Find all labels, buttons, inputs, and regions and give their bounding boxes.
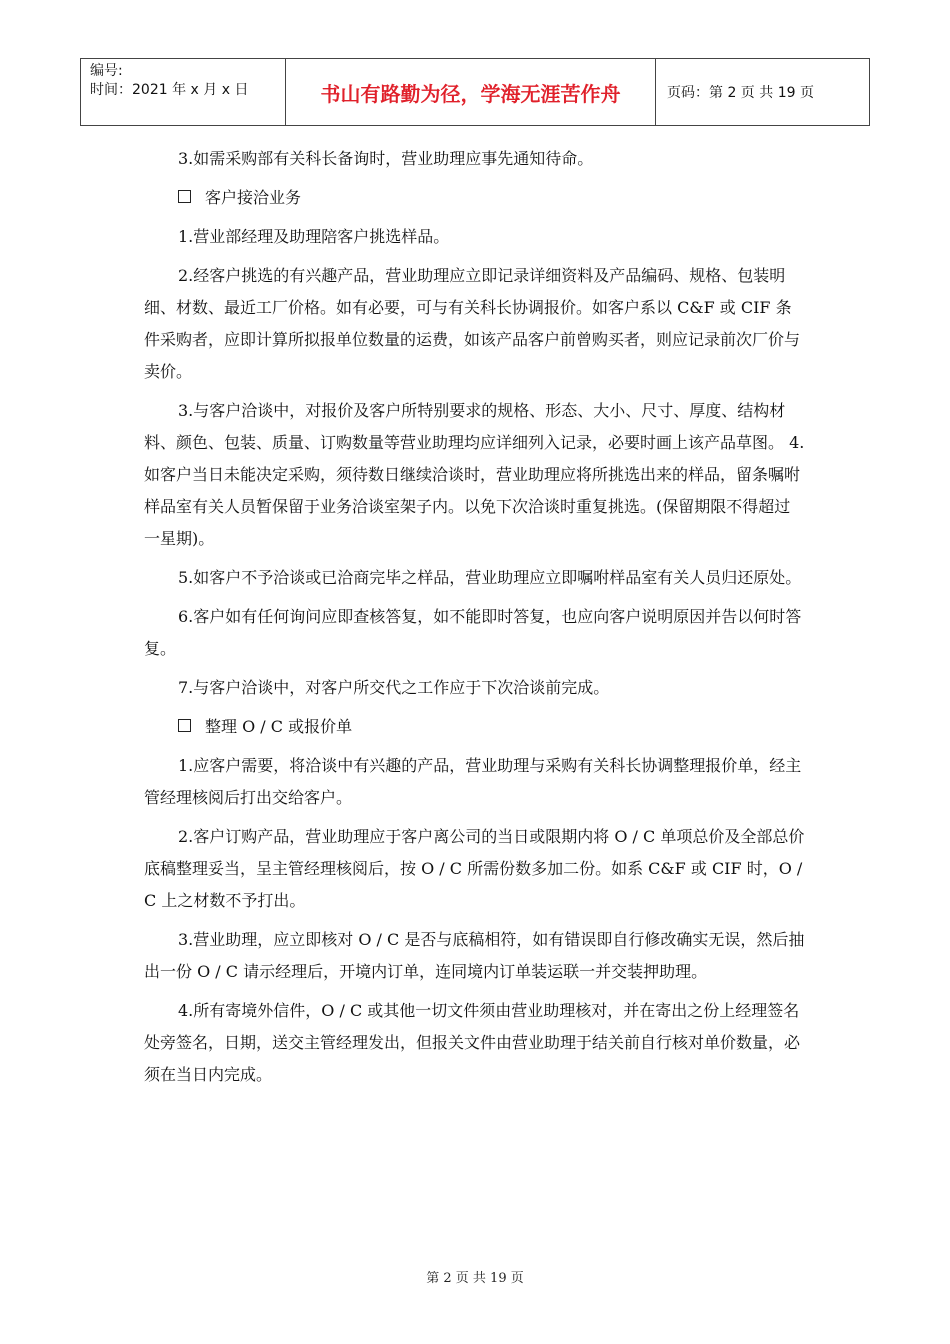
document-body xyxy=(144,143,806,1098)
paragraph: 3.营业助理，应立即核对 O / C 是否与底稿相符，如有错误即自行修改确实无误，然后抽出一份 O / C 请示经理后，开境内订单，连同境内订单装运联一并交装押助理。 xyxy=(144,930,805,981)
document-number-label: 编号: xyxy=(90,63,123,79)
paragraph: 2.客户订购产品，营业助理应于客户离公司的当日或限期内将 O / C 单项总价及全部总价底稿整理妥当，呈主管经理核阅后，按 O / C 所需份数多加二份。如系 C&F 或 CIF 时，O / C 上之材数不予打出。 xyxy=(144,827,805,910)
checkbox-square-icon xyxy=(178,719,191,732)
paragraph: 7.与客户洽谈中，对客户所交代之工作应于下次洽谈前完成。 xyxy=(178,678,610,697)
paragraph: 4.所有寄境外信件，O / C 或其他一切文件须由营业助理核对，并在寄出之份上经理签名处旁签名，日期，送交主管经理发出，但报关文件由营业助理于结关前自行核对单价数量，必须在当日内完成。 xyxy=(144,1001,801,1084)
checkbox-square-icon xyxy=(178,190,191,203)
header-motto: 书山有路勤为径，学海无涯苦作舟 xyxy=(286,59,656,125)
section-title: 客户接洽业务 xyxy=(205,188,302,207)
page-footer: 第 2 页 共 19 页 xyxy=(426,1271,524,1286)
section-heading xyxy=(144,711,806,743)
paragraph: 1.应客户需要，将洽谈中有兴趣的产品，营业助理与采购有关科长协调整理报价单，经主管经理核阅后打出交给客户。 xyxy=(144,756,802,807)
paragraph: 6.客户如有任何询问应即查核答复，如不能即时答复，也应向客户说明原因并告以何时答复。 xyxy=(144,607,802,658)
paragraph: 5.如客户不予洽谈或已洽商完毕之样品，营业助理应立即嘱咐样品室有关人员归还原处。 xyxy=(178,568,802,587)
header-meta xyxy=(81,59,286,125)
document-date: 时间：2021 年 x 月 x 日 xyxy=(90,82,249,98)
document-header xyxy=(80,58,870,126)
paragraph: 3.与客户洽谈中，对报价及客户所特别要求的规格、形态、大小、尺寸、厚度、结构材料、颜色、包装、质量、订购数量等营业助理均应详细列入记录，必要时画上该产品草图。 4.如客户当日未能决定采购，须待数日继续洽谈时，营业助理应将所挑选出来的样品，留条嘱咐样品室有关人员暂保留于业务洽谈室架子内。以免下次洽谈时重复挑选。(保留期限不得超过一星期)。 xyxy=(144,401,805,548)
section-title: 整理 O / C 或报价单 xyxy=(205,717,353,736)
paragraph: 3.如需采购部有关科长备询时，营业助理应事先通知待命。 xyxy=(178,149,594,168)
paragraph: 2.经客户挑选的有兴趣产品，营业助理应立即记录详细资料及产品编码、规格、包装明细、材数、最近工厂价格。如有必要，可与有关科长协调报价。如客户系以 C&F 或 CIF 条件采购者，应即计算所拟报单位数量的运费，如该产品客户前曾购买者，则应记录前次厂价与卖价。 xyxy=(144,266,801,381)
paragraph: 1.营业部经理及助理陪客户挑选样品。 xyxy=(178,227,450,246)
header-page-info: 页码：第 2 页 共 19 页 xyxy=(667,85,814,101)
section-heading xyxy=(144,182,806,214)
